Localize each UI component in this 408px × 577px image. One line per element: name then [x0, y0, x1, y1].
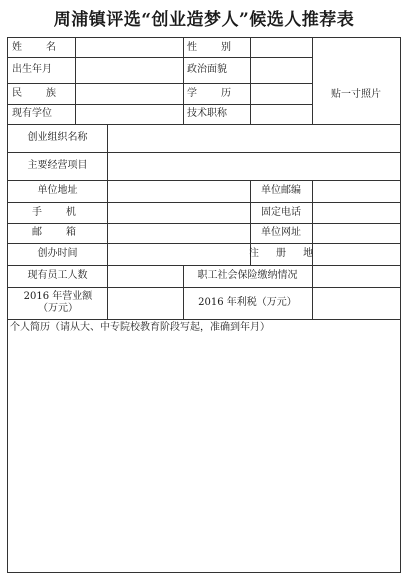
label-tax-2016: 2016 年利税（万元）: [198, 297, 297, 308]
label-political-status: 政治面貌: [187, 64, 227, 75]
label-unit-address: 单位地址: [37, 185, 78, 196]
label-degree: 现有学位: [12, 108, 52, 119]
label-employee-count: 现有员工人数: [27, 270, 88, 281]
label-main-business: 主要经营项目: [27, 160, 88, 171]
label-gender: 性 别: [187, 41, 238, 53]
label-fixed-phone: 固定电话: [261, 206, 301, 218]
photo-placeholder: 贴一寸照片: [331, 89, 381, 100]
label-resume: 个人简历（请从大、中专院校教育阶段写起，准确到年月）: [10, 322, 270, 333]
label-unit-zipcode: 单位邮编: [261, 185, 301, 196]
column-line: [75, 38, 76, 124]
column-line: [250, 38, 251, 124]
label-ethnicity: 民 族: [12, 87, 63, 99]
label-founded-date: 创办时间: [37, 248, 78, 259]
label-social-insurance: 职工社会保险缴纳情况: [197, 270, 298, 281]
label-registered-place: 注 册 地: [248, 248, 314, 259]
label-education: 学 历: [187, 87, 238, 99]
form-title: 周浦镇评选“创业造梦人”候选人推荐表: [53, 10, 355, 30]
column-line: [312, 265, 313, 319]
label-technical-title: 技术职称: [187, 108, 227, 119]
label-organization-name: 创业组织名称: [27, 132, 88, 143]
label-unit-website: 单位网址: [261, 227, 301, 238]
column-line: [107, 124, 108, 319]
label-birth-date: 出生年月: [12, 64, 52, 75]
recommendation-form-table: [7, 37, 401, 573]
label-email: 邮 箱: [32, 227, 83, 238]
label-name: 姓 名: [12, 41, 63, 53]
label-revenue-2016: 2016 年营业额（万元）: [23, 291, 93, 314]
label-mobile: 手 机: [32, 206, 83, 218]
